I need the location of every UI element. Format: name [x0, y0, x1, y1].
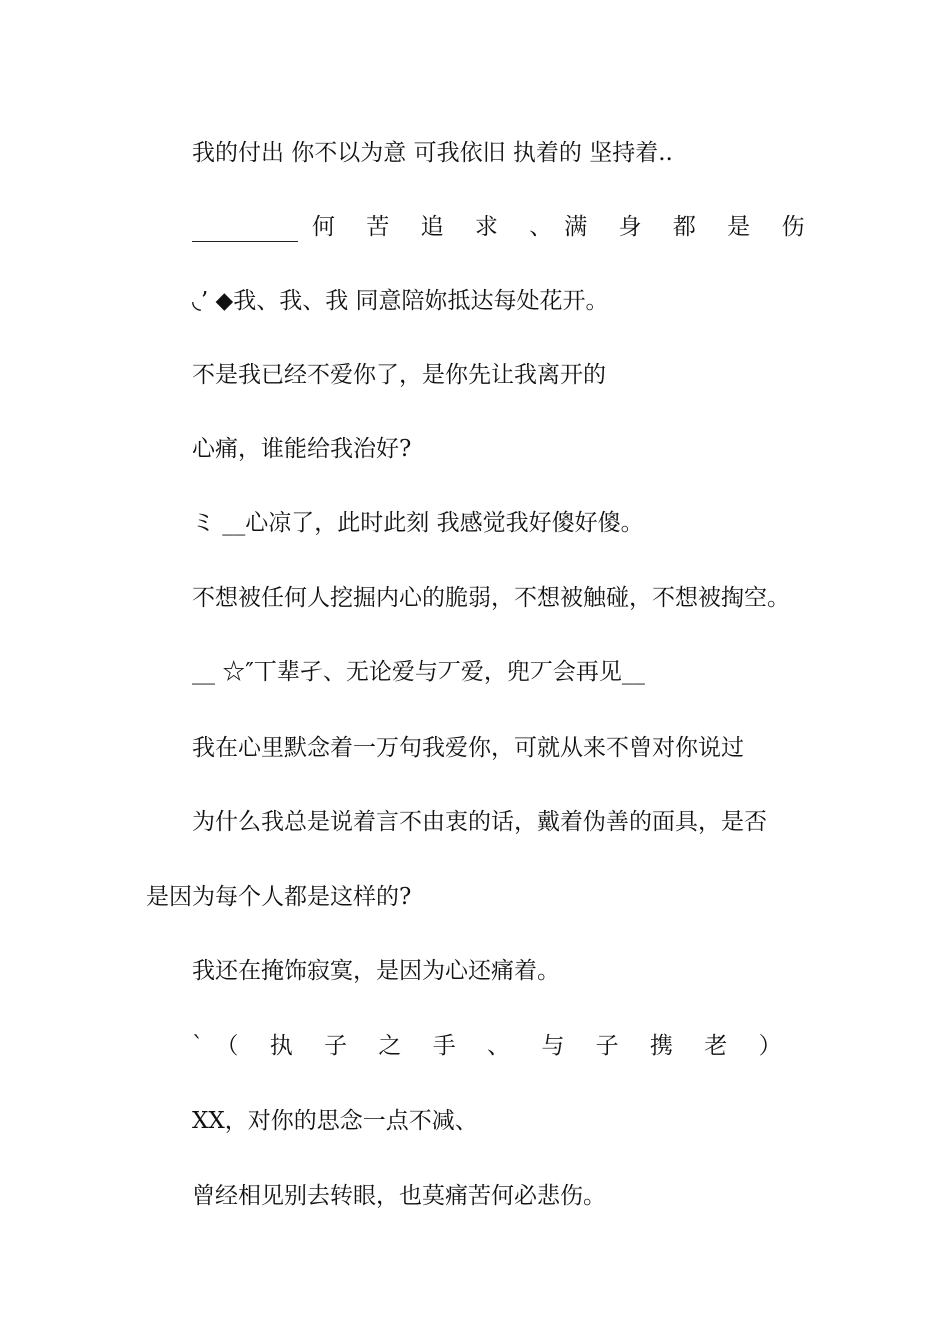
text-line-15: 曾经相见别去转眼，也莫痛苦何必悲伤。: [192, 1183, 606, 1209]
text-line-5: 心痛，谁能给我治好?: [192, 436, 412, 462]
text-line-2-content: 何 苦 追 求 、满 身 都 是 伤: [312, 214, 817, 240]
text-line-8: __ ☆″丅辈孑、无论爱与丆爱，兜丆会再见__: [192, 659, 645, 685]
text-line-13: `（ 执 子 之 手 、 与 子 携 老 ）: [192, 1033, 794, 1059]
text-line-6: ミ __心凉了，此时此刻 我感觉我好傻好傻。: [192, 510, 644, 536]
text-line-3: ◟’ ◆我、我、我 同意陪妳抵达每处花开。: [192, 288, 609, 314]
text-line-1: 我的付出 你不以为意 可我依旧 执着的 坚持着..: [192, 140, 673, 166]
text-line-12: 我还在掩饰寂寞，是因为心还痛着。: [192, 958, 560, 984]
text-line-14: XX，对你的思念一点不减、: [192, 1108, 478, 1134]
text-line-9: 我在心里默念着一万句我爱你，可就从来不曾对你说过: [192, 735, 744, 761]
text-line-11: 是因为每个人都是这样的?: [146, 884, 412, 910]
text-line-4: 不是我已经不爱你了，是你先让我离开的: [192, 362, 606, 388]
text-line-7: 不想被任何人挖掘内心的脆弱，不想被触碰，不想被掏空。: [192, 585, 790, 611]
text-line-10: 为什么我总是说着言不由衷的话，戴着伪善的面具，是否: [192, 809, 767, 835]
text-line-2: [192, 212, 817, 242]
underline-blank: [192, 221, 298, 242]
